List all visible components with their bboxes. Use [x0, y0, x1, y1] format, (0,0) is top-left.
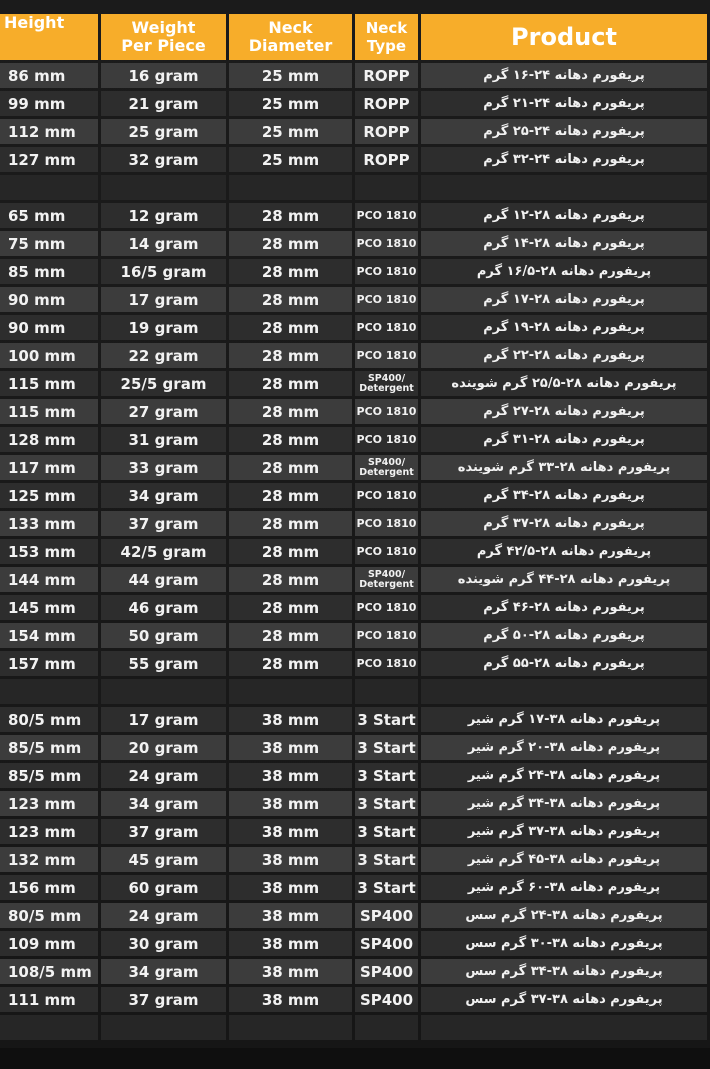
neck-diameter-cell: 28 mm [229, 399, 352, 424]
neck-diameter-cell: 28 mm [229, 567, 352, 592]
header-neck-type [355, 14, 418, 60]
height-cell: 90 mm [0, 315, 98, 340]
product-cell: پریفورم دهانه ۳۸-۳۷ گرم شیر [421, 819, 707, 844]
neck-diameter-cell: 38 mm [229, 735, 352, 760]
table-spacer-row [0, 1015, 707, 1040]
table-row [0, 231, 707, 256]
neck-type-cell: PCO 1810 [355, 343, 418, 368]
table-row [0, 791, 707, 816]
table-row [0, 623, 707, 648]
product-cell: پریفورم دهانه ۳۸-۱۷ گرم شیر [421, 707, 707, 732]
table-row [0, 427, 707, 452]
neck-type-cell: PCO 1810 [355, 315, 418, 340]
table-row [0, 91, 707, 116]
header-product-label: Product [511, 23, 617, 51]
table-row [0, 931, 707, 956]
neck-diameter-cell: 28 mm [229, 287, 352, 312]
table-row [0, 847, 707, 872]
weight-cell: 31 gram [101, 427, 226, 452]
product-cell [421, 1015, 707, 1040]
product-cell: پریفورم دهانه ۲۴-۱۶ گرم [421, 63, 707, 88]
height-cell: 108/5 mm [0, 959, 98, 984]
height-cell: 156 mm [0, 875, 98, 900]
neck-type-cell: SP400 [355, 903, 418, 928]
height-cell: 115 mm [0, 371, 98, 396]
neck-type-cell: ROPP [355, 91, 418, 116]
neck-type-cell [355, 175, 418, 200]
table-spacer-row [0, 679, 707, 704]
product-cell: پریفورم دهانه ۲۸-۲۲ گرم [421, 343, 707, 368]
neck-type-cell: 3 Start [355, 791, 418, 816]
weight-cell: 37 gram [101, 987, 226, 1012]
neck-diameter-cell [229, 679, 352, 704]
height-cell: 123 mm [0, 819, 98, 844]
height-cell [0, 175, 98, 200]
neck-diameter-cell: 38 mm [229, 987, 352, 1012]
table-row [0, 819, 707, 844]
neck-type-cell: SP400 [355, 959, 418, 984]
table-row [0, 595, 707, 620]
table-row [0, 567, 707, 592]
weight-cell: 19 gram [101, 315, 226, 340]
product-cell: پریفورم دهانه ۲۴-۲۱ گرم [421, 91, 707, 116]
weight-cell: 25 gram [101, 119, 226, 144]
neck-type-cell: ROPP [355, 119, 418, 144]
table-row [0, 147, 707, 172]
product-cell: پریفورم دهانه ۳۸-۲۴ گرم سس [421, 903, 707, 928]
table-row [0, 903, 707, 928]
product-cell: پریفورم دهانه ۳۸-۳۰ گرم سس [421, 931, 707, 956]
bottom-shade [0, 1048, 710, 1069]
header-type-line2: Type [366, 37, 407, 55]
neck-diameter-cell: 28 mm [229, 203, 352, 228]
table-row [0, 539, 707, 564]
product-cell: پریفورم دهانه ۲۸-۱۷ گرم [421, 287, 707, 312]
neck-diameter-cell: 25 mm [229, 119, 352, 144]
neck-diameter-cell: 25 mm [229, 91, 352, 116]
neck-diameter-cell: 38 mm [229, 959, 352, 984]
preform-spec-table [0, 14, 707, 1043]
product-cell: پریفورم دهانه ۲۸-۴۴ گرم شوینده [421, 567, 707, 592]
neck-type-cell: PCO 1810 [355, 651, 418, 676]
weight-cell [101, 679, 226, 704]
product-cell: پریفورم دهانه ۳۸-۳۴ گرم شیر [421, 791, 707, 816]
table-row [0, 259, 707, 284]
neck-type-cell: 3 Start [355, 735, 418, 760]
product-cell: پریفورم دهانه ۲۴-۳۲ گرم [421, 147, 707, 172]
neck-type-line1: SP400/ [367, 456, 406, 468]
neck-type-line2: Detergent [359, 578, 414, 590]
height-cell: 85 mm [0, 259, 98, 284]
neck-diameter-cell [229, 175, 352, 200]
height-cell: 109 mm [0, 931, 98, 956]
neck-diameter-cell: 38 mm [229, 903, 352, 928]
weight-cell: 24 gram [101, 763, 226, 788]
product-cell: پریفورم دهانه ۲۸-۴۲/۵ گرم [421, 539, 707, 564]
weight-cell: 12 gram [101, 203, 226, 228]
neck-diameter-cell: 38 mm [229, 791, 352, 816]
neck-diameter-cell: 28 mm [229, 595, 352, 620]
height-cell: 144 mm [0, 567, 98, 592]
height-cell: 112 mm [0, 119, 98, 144]
height-cell [0, 679, 98, 704]
height-cell: 90 mm [0, 287, 98, 312]
neck-type-line1: SP400/ [367, 372, 406, 384]
neck-type-cell [355, 567, 418, 592]
table-spacer-row [0, 175, 707, 200]
weight-cell: 34 gram [101, 959, 226, 984]
table-row [0, 315, 707, 340]
neck-type-cell: SP400 [355, 987, 418, 1012]
height-cell: 154 mm [0, 623, 98, 648]
height-cell: 153 mm [0, 539, 98, 564]
weight-cell: 17 gram [101, 287, 226, 312]
neck-diameter-cell: 28 mm [229, 371, 352, 396]
height-cell: 80/5 mm [0, 707, 98, 732]
neck-diameter-cell: 25 mm [229, 147, 352, 172]
height-cell: 80/5 mm [0, 903, 98, 928]
weight-cell: 17 gram [101, 707, 226, 732]
table-body [0, 63, 707, 1040]
weight-cell: 46 gram [101, 595, 226, 620]
neck-diameter-cell: 28 mm [229, 483, 352, 508]
weight-cell: 14 gram [101, 231, 226, 256]
product-cell: پریفورم دهانه ۲۸-۲۷ گرم [421, 399, 707, 424]
header-height-label: Height [4, 14, 65, 32]
product-cell: پریفورم دهانه ۳۸-۲۴ گرم شیر [421, 763, 707, 788]
header-height [0, 14, 98, 60]
neck-type-cell [355, 679, 418, 704]
product-cell: پریفورم دهانه ۲۸-۳۳ گرم شوینده [421, 455, 707, 480]
product-cell [421, 175, 707, 200]
header-neck-diameter [229, 14, 352, 60]
table-row [0, 763, 707, 788]
weight-cell: 24 gram [101, 903, 226, 928]
weight-cell: 44 gram [101, 567, 226, 592]
height-cell: 85/5 mm [0, 763, 98, 788]
table-header-row [0, 14, 707, 60]
neck-diameter-cell: 38 mm [229, 763, 352, 788]
neck-type-cell: PCO 1810 [355, 399, 418, 424]
neck-type-cell: PCO 1810 [355, 511, 418, 536]
weight-cell: 25/5 gram [101, 371, 226, 396]
table-row [0, 987, 707, 1012]
product-cell: پریفورم دهانه ۲۸-۱۲ گرم [421, 203, 707, 228]
weight-cell [101, 175, 226, 200]
height-cell: 85/5 mm [0, 735, 98, 760]
product-cell: پریفورم دهانه ۲۸-۱۶/۵ گرم [421, 259, 707, 284]
neck-type-cell: 3 Start [355, 819, 418, 844]
neck-type-line1: SP400/ [367, 568, 406, 580]
product-cell: پریفورم دهانه ۳۸-۲۰ گرم شیر [421, 735, 707, 760]
neck-type-cell: PCO 1810 [355, 623, 418, 648]
weight-cell: 27 gram [101, 399, 226, 424]
table-row [0, 455, 707, 480]
neck-diameter-cell: 28 mm [229, 511, 352, 536]
product-cell: پریفورم دهانه ۲۸-۱۹ گرم [421, 315, 707, 340]
neck-diameter-cell: 28 mm [229, 455, 352, 480]
neck-diameter-cell: 25 mm [229, 63, 352, 88]
height-cell: 127 mm [0, 147, 98, 172]
weight-cell: 22 gram [101, 343, 226, 368]
neck-diameter-cell: 28 mm [229, 343, 352, 368]
product-cell: پریفورم دهانه ۲۸-۲۵/۵ گرم شوینده [421, 371, 707, 396]
neck-diameter-cell: 38 mm [229, 707, 352, 732]
weight-cell: 37 gram [101, 511, 226, 536]
header-diameter-line1: Neck [268, 18, 313, 37]
neck-type-cell: PCO 1810 [355, 231, 418, 256]
height-cell: 145 mm [0, 595, 98, 620]
table-row [0, 959, 707, 984]
height-cell: 132 mm [0, 847, 98, 872]
neck-type-cell: 3 Start [355, 847, 418, 872]
product-cell: پریفورم دهانه ۲۸-۳۱ گرم [421, 427, 707, 452]
product-cell: پریفورم دهانه ۲۸-۳۴ گرم [421, 483, 707, 508]
product-cell: پریفورم دهانه ۳۸-۴۵ گرم شیر [421, 847, 707, 872]
neck-type-cell: PCO 1810 [355, 595, 418, 620]
weight-cell: 32 gram [101, 147, 226, 172]
height-cell: 128 mm [0, 427, 98, 452]
height-cell: 133 mm [0, 511, 98, 536]
header-diameter-line2: Diameter [248, 36, 333, 55]
neck-type-cell: 3 Start [355, 707, 418, 732]
table-row [0, 707, 707, 732]
product-cell: پریفورم دهانه ۲۸-۳۷ گرم [421, 511, 707, 536]
neck-diameter-cell: 28 mm [229, 651, 352, 676]
height-cell: 100 mm [0, 343, 98, 368]
neck-diameter-cell: 28 mm [229, 259, 352, 284]
table-row [0, 651, 707, 676]
header-weight-line1: Weight [131, 18, 196, 37]
neck-type-cell: PCO 1810 [355, 259, 418, 284]
neck-type-cell: ROPP [355, 63, 418, 88]
neck-diameter-cell: 38 mm [229, 847, 352, 872]
neck-type-cell: PCO 1810 [355, 287, 418, 312]
product-cell [421, 679, 707, 704]
neck-diameter-cell: 28 mm [229, 231, 352, 256]
neck-type-cell: PCO 1810 [355, 483, 418, 508]
neck-diameter-cell: 38 mm [229, 931, 352, 956]
height-cell: 123 mm [0, 791, 98, 816]
neck-type-cell [355, 371, 418, 396]
weight-cell: 30 gram [101, 931, 226, 956]
neck-type-cell [355, 455, 418, 480]
weight-cell: 50 gram [101, 623, 226, 648]
product-cell: پریفورم دهانه ۲۴-۲۵ گرم [421, 119, 707, 144]
neck-type-line2: Detergent [359, 382, 414, 394]
neck-type-cell [355, 1015, 418, 1040]
weight-cell: 16/5 gram [101, 259, 226, 284]
product-cell: پریفورم دهانه ۳۸-۳۴ گرم سس [421, 959, 707, 984]
table-row [0, 119, 707, 144]
height-cell: 125 mm [0, 483, 98, 508]
neck-type-cell: SP400 [355, 931, 418, 956]
height-cell: 157 mm [0, 651, 98, 676]
weight-cell: 55 gram [101, 651, 226, 676]
height-cell: 86 mm [0, 63, 98, 88]
neck-type-cell: PCO 1810 [355, 427, 418, 452]
neck-type-cell: ROPP [355, 147, 418, 172]
table-row [0, 63, 707, 88]
neck-type-cell: 3 Start [355, 875, 418, 900]
weight-cell: 45 gram [101, 847, 226, 872]
header-weight [101, 14, 226, 60]
header-type-line1: Neck [365, 19, 408, 37]
weight-cell: 34 gram [101, 483, 226, 508]
product-cell: پریفورم دهانه ۲۸-۱۴ گرم [421, 231, 707, 256]
neck-diameter-cell: 38 mm [229, 875, 352, 900]
weight-cell: 37 gram [101, 819, 226, 844]
height-cell: 99 mm [0, 91, 98, 116]
height-cell: 65 mm [0, 203, 98, 228]
product-cell: پریفورم دهانه ۲۸-۴۶ گرم [421, 595, 707, 620]
height-cell: 111 mm [0, 987, 98, 1012]
table-row [0, 399, 707, 424]
neck-type-cell: PCO 1810 [355, 539, 418, 564]
table-row [0, 735, 707, 760]
header-product [421, 14, 707, 60]
weight-cell: 33 gram [101, 455, 226, 480]
product-cell: پریفورم دهانه ۳۸-۶۰ گرم شیر [421, 875, 707, 900]
weight-cell [101, 1015, 226, 1040]
table-row [0, 343, 707, 368]
weight-cell: 34 gram [101, 791, 226, 816]
neck-type-cell: 3 Start [355, 763, 418, 788]
table-row [0, 483, 707, 508]
product-cell: پریفورم دهانه ۲۸-۵۰ گرم [421, 623, 707, 648]
weight-cell: 60 gram [101, 875, 226, 900]
height-cell: 75 mm [0, 231, 98, 256]
header-weight-line2: Per Piece [121, 36, 206, 55]
neck-diameter-cell: 28 mm [229, 315, 352, 340]
product-cell: پریفورم دهانه ۲۸-۵۵ گرم [421, 651, 707, 676]
weight-cell: 21 gram [101, 91, 226, 116]
neck-diameter-cell: 28 mm [229, 539, 352, 564]
height-cell: 115 mm [0, 399, 98, 424]
weight-cell: 42/5 gram [101, 539, 226, 564]
table-row [0, 875, 707, 900]
neck-diameter-cell: 38 mm [229, 819, 352, 844]
table-row [0, 511, 707, 536]
neck-diameter-cell [229, 1015, 352, 1040]
neck-diameter-cell: 28 mm [229, 623, 352, 648]
product-cell: پریفورم دهانه ۳۸-۳۷ گرم سس [421, 987, 707, 1012]
height-cell [0, 1015, 98, 1040]
table-row [0, 287, 707, 312]
neck-diameter-cell: 28 mm [229, 427, 352, 452]
neck-type-line2: Detergent [359, 466, 414, 478]
table-row [0, 371, 707, 396]
weight-cell: 20 gram [101, 735, 226, 760]
weight-cell: 16 gram [101, 63, 226, 88]
height-cell: 117 mm [0, 455, 98, 480]
neck-type-cell: PCO 1810 [355, 203, 418, 228]
table-row [0, 203, 707, 228]
